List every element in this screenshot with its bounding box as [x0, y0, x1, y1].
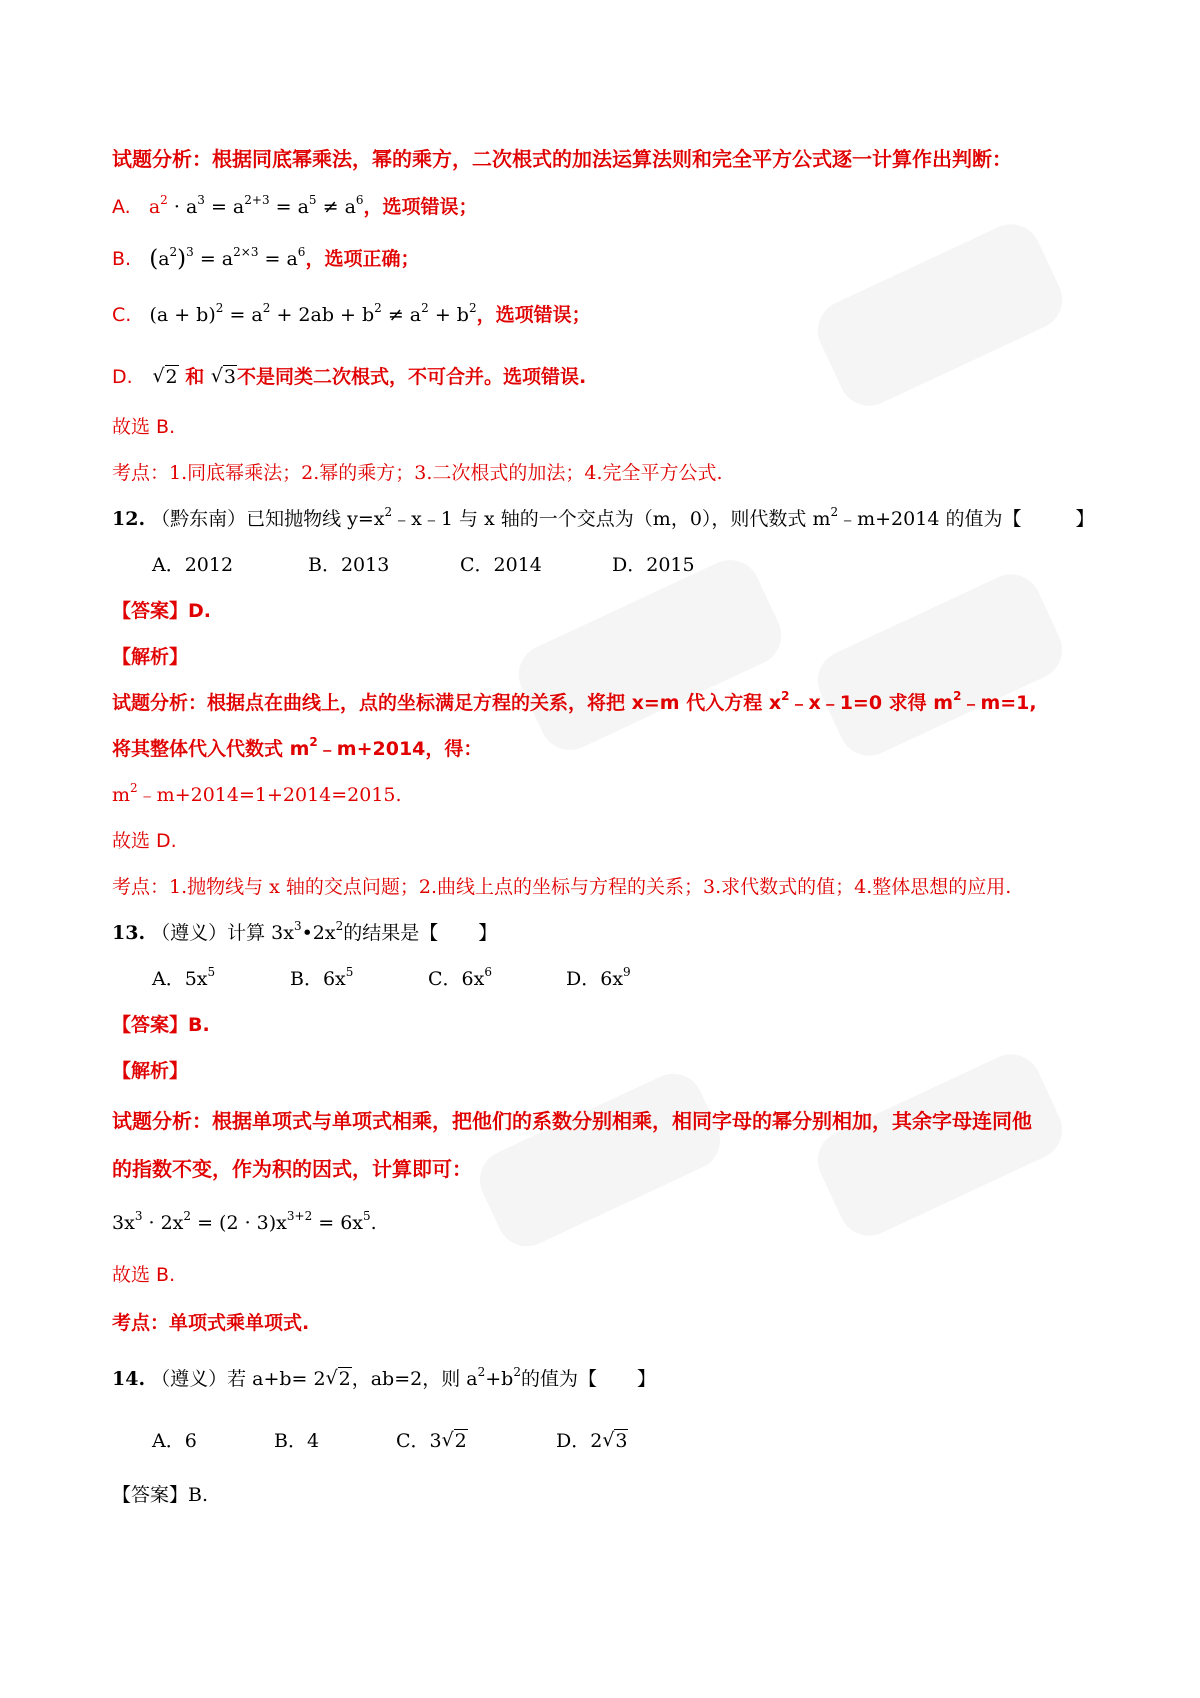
q14-options	[152, 1428, 628, 1454]
q13-stem: 13. （遵义）计算 $3x^3•2x^2$的结果是【 】	[112, 918, 498, 944]
q11-option-b: B. $(a^2)^3 = a^{2\times 3} = a^6$，选项正确；	[112, 244, 420, 272]
q12-answer: 【答案】D.	[112, 600, 211, 622]
q11-option-a: A. $a^2 \cdot a^3 = a^{2+3} = a^5 \ne a^6$，选项错误；	[112, 192, 478, 218]
q12-stem: 12. （黔东南）已知抛物线 $y=x^2﹣x﹣1$ 与 x 轴的一个交点为（m，0），则代数式 $m^2﹣m+2014$ 的值为【 】	[112, 504, 1095, 530]
q13-choose: 故选 B.	[112, 1264, 176, 1286]
q14-answer: 【答案】B.	[112, 1484, 209, 1506]
q14-option-b: B．4	[274, 1430, 320, 1452]
watermark	[470, 1064, 730, 1256]
q14-option-c: C．3√ 2	[396, 1428, 556, 1454]
q11-option-c: C. $(a + b)^2 = a^2 + 2ab + b^2 \ne a^2 + b^2$，选项错误；	[112, 300, 591, 326]
q12-option-b: B．2013	[308, 554, 390, 576]
q11-analysis: 试题分析：根据同底幂乘法，幂的乘方，二次根式的加法运算法则和完全平方公式逐一计算作出判断：	[112, 147, 1012, 171]
q12-jiexi: 【解析】	[112, 646, 189, 668]
q13-analysis-1: 试题分析：根据单项式与单项式相乘，把他们的系数分别相乘，相同字母的幂分别相加，其余字母连同他	[112, 1109, 1032, 1133]
watermark	[808, 564, 1072, 765]
q13-kaodian: 考点：单项式乘单项式.	[112, 1312, 310, 1334]
q12-option-c: C．2014	[460, 554, 542, 576]
q11-kaodian: 考点：1.同底幂乘法；2.幂的乘方；3.二次根式的加法；4.完全平方公式.	[112, 462, 723, 484]
q12-option-d: D．2015	[612, 554, 695, 576]
watermark	[509, 550, 791, 760]
q12-choose: 故选 D.	[112, 830, 177, 852]
q13-option-c: C．$6x^6$	[428, 964, 492, 990]
watermark	[808, 214, 1072, 415]
q11-choose: 故选 B.	[112, 416, 176, 438]
q11-option-d: D. √ 2 和 √ 3不是同类二次根式，不可合并。选项错误.	[112, 364, 586, 390]
q12-option-a: A．2012	[152, 554, 234, 576]
q13-answer: 【答案】B.	[112, 1014, 210, 1036]
q12-analysis-1: 试题分析：根据点在曲线上，点的坐标满足方程的关系，将把 x=m 代入方程 $x^2﹣x﹣1=0$ 求得 $m^2﹣m=1$,	[112, 688, 1037, 714]
q13-option-a: A．$5x^5$	[152, 964, 216, 990]
q14-stem: 14. （遵义）若 a+b= 2√ 2，ab=2，则 $a^2+b^2$的值为【 】	[112, 1366, 656, 1392]
q13-analysis-2: 的指数不变，作为积的因式，计算即可：	[112, 1157, 472, 1181]
q12-options	[152, 552, 695, 578]
q13-jiexi: 【解析】	[112, 1060, 189, 1082]
q14-option-d: D．2√ 3	[556, 1428, 628, 1454]
watermark	[808, 1044, 1072, 1245]
q14-option-a: A．6	[152, 1430, 197, 1452]
q13-calculation: $3x^3 \cdot 2x^2 = (2 \cdot 3)x^{3+2} = 6x^5$.	[112, 1208, 377, 1234]
q12-kaodian: 考点：1.抛物线与 x 轴的交点问题；2.曲线上点的坐标与方程的关系；3.求代数式的值；4.整体思想的应用.	[112, 876, 1012, 898]
q12-analysis-2: 将其整体代入代数式 $m^2﹣m+2014$，得：	[112, 734, 483, 760]
q13-options	[152, 966, 631, 992]
q13-option-b: B．$6x^5$	[290, 964, 354, 990]
q13-option-d: D．$6x^9$	[566, 964, 631, 990]
q12-analysis-3: $m^2﹣m+2014=1+2014=2015$.	[112, 780, 402, 806]
